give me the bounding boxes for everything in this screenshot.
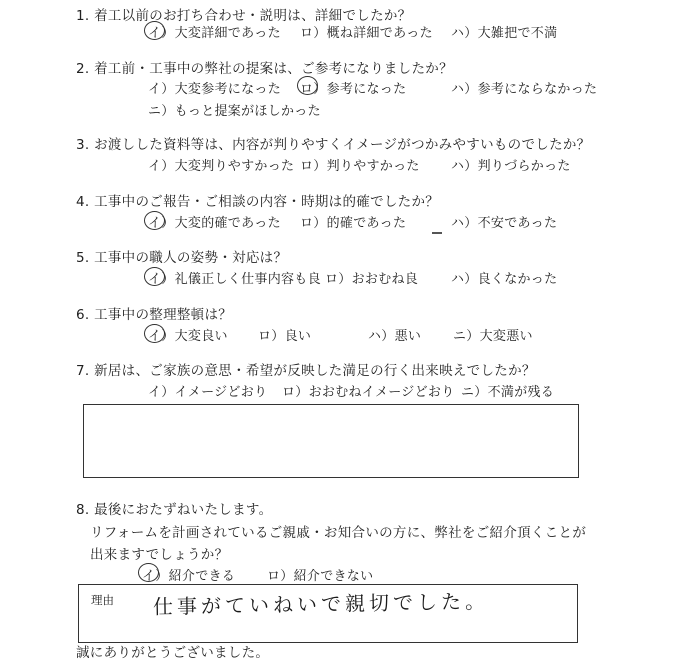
q6-option-i[interactable]: イ）大変良い bbox=[148, 329, 228, 344]
q2-option-ni[interactable]: ニ）もっと提案がほしかった bbox=[148, 104, 321, 119]
question-7-title: 7. 新居は、ご家族の意思・希望が反映した満足の行く出来映えでしたか？ bbox=[76, 363, 536, 379]
reason-handwritten-text: 仕事がていねいで親切でした。 bbox=[152, 589, 490, 619]
question-5-title: 5. 工事中の職人の姿勢・対応は？ bbox=[76, 250, 288, 266]
q1-option-i[interactable]: イ）大変詳細であった bbox=[148, 26, 281, 41]
question-8-text-line1: リフォームを計画されているご親戚・お知合いの方に、弊社をご紹介頂くことが bbox=[90, 525, 587, 541]
q3-option-i[interactable]: イ）大変判りやすかった bbox=[148, 159, 295, 174]
question-4-title: 4. 工事中のご報告・ご相談の内容・時期は的確でしたか？ bbox=[76, 194, 440, 210]
q1-option-ha[interactable]: ハ）大雑把で不満 bbox=[451, 26, 558, 41]
q8-option-i[interactable]: イ）紹介できる bbox=[142, 569, 236, 584]
question-8-text-line2: 出来ますでしょうか？ bbox=[90, 547, 229, 563]
q6-option-ro[interactable]: ロ）良い bbox=[258, 329, 312, 344]
q6-option-ni[interactable]: ニ）大変悪い bbox=[453, 329, 533, 344]
reason-box[interactable] bbox=[78, 584, 578, 643]
q2-option-i[interactable]: イ）大変参考になった bbox=[148, 82, 282, 97]
question-1-title: 1. 着工以前のお打ち合わせ・説明は、詳細でしたか？ bbox=[76, 8, 412, 24]
q4-option-ha[interactable]: ハ）不安であった bbox=[451, 216, 558, 231]
q5-option-ha[interactable]: ハ）良くなかった bbox=[451, 272, 558, 287]
q2-option-ha[interactable]: ハ）参考にならなかった bbox=[451, 82, 598, 97]
question-3-title: 3. お渡しした資料等は、内容が判りやすくイメージがつかみやすいものでしたか？ bbox=[76, 137, 591, 153]
question-6-title: 6. 工事中の整理整頓は？ bbox=[76, 307, 233, 323]
q7-option-ni[interactable]: ニ）不満が残る bbox=[461, 385, 555, 400]
question-8-title: 8. 最後におたずねいたします。 bbox=[76, 502, 273, 518]
q4-option-i[interactable]: イ）大変的確であった bbox=[148, 216, 281, 231]
q1-option-ro[interactable]: ロ）概ね詳細であった bbox=[300, 26, 433, 41]
scan-speck bbox=[432, 232, 442, 234]
question-2-title: 2. 着工前・工事中の弊社の提案は、ご参考になりましたか？ bbox=[76, 61, 453, 77]
closing-message: 誠にありがとうございました。 bbox=[76, 645, 270, 661]
q6-option-ha[interactable]: ハ）悪い bbox=[368, 329, 422, 344]
q4-option-ro[interactable]: ロ）的確であった bbox=[300, 216, 407, 231]
q3-option-ha[interactable]: ハ）判りづらかった bbox=[451, 159, 571, 174]
q7-option-i[interactable]: イ）イメージどおり bbox=[148, 385, 268, 400]
reason-label: 理由 bbox=[91, 593, 114, 607]
q5-option-i[interactable]: イ）礼儀正しく仕事内容も良 bbox=[148, 272, 321, 287]
q8-option-ro[interactable]: ロ）紹介できない bbox=[267, 569, 374, 584]
q2-option-ro[interactable]: ロ）参考になった bbox=[300, 82, 407, 97]
q7-comment-box[interactable] bbox=[83, 404, 579, 478]
q5-option-ro[interactable]: ロ）おおむね良 bbox=[325, 272, 419, 287]
q3-option-ro[interactable]: ロ）判りやすかった bbox=[300, 159, 420, 174]
q7-option-ro[interactable]: ロ）おおむねイメージどおり bbox=[282, 385, 455, 400]
